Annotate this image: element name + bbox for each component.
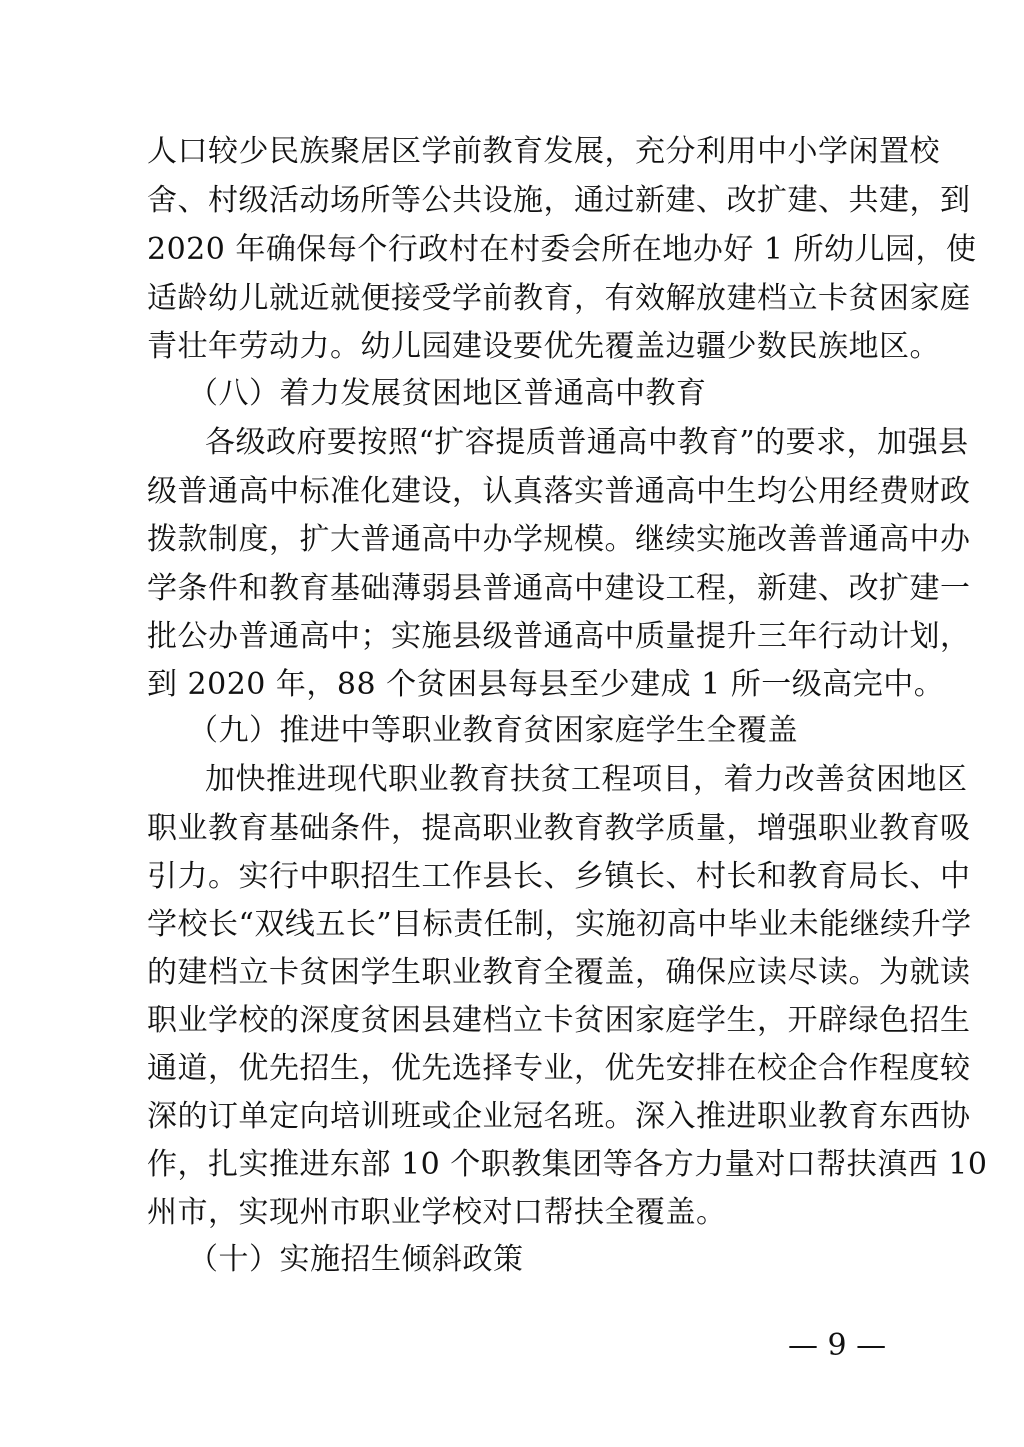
paragraph-line: 的建档立卡贫困学生职业教育全覆盖，确保应读尽读。为就读 [147, 955, 971, 990]
paragraph-line: 2020 年确保每个行政村在村委会所在地办好 1 所幼儿园，使 [147, 232, 977, 267]
paragraph-line: 青壮年劳动力。幼儿园建设要优先覆盖边疆少数民族地区。 [147, 329, 940, 364]
paragraph-line: 州市，实现州市职业学校对口帮扶全覆盖。 [147, 1195, 727, 1230]
paragraph-line: 级普通高中标准化建设，认真落实普通高中生均公用经费财政 [147, 474, 971, 509]
paragraph-line: 引力。实行中职招生工作县长、乡镇长、村长和教育局长、中 [147, 859, 971, 894]
section-heading: （八）着力发展贫困地区普通高中教育 [188, 376, 707, 411]
paragraph-line: 各级政府要按照“扩容提质普通高中教育”的要求，加强县 [205, 425, 969, 460]
paragraph-line: 作，扎实推进东部 10 个职教集团等各方力量对口帮扶滇西 10 [147, 1147, 988, 1182]
paragraph-line: 到 2020 年，88 个贫困县每县至少建成 1 所一级高完中。 [147, 667, 945, 702]
paragraph-line: 职业教育基础条件，提高职业教育教学质量，增强职业教育吸 [147, 811, 971, 846]
paragraph-line: 学校长“双线五长”目标责任制，实施初高中毕业未能继续升学 [147, 907, 972, 942]
paragraph-line: 舍、村级活动场所等公共设施，通过新建、改扩建、共建，到 [147, 183, 971, 218]
paragraph-line: 人口较少民族聚居区学前教育发展，充分利用中小学闲置校 [147, 134, 940, 169]
section-heading: （十）实施招生倾斜政策 [188, 1242, 524, 1277]
paragraph-line: 职业学校的深度贫困县建档立卡贫困家庭学生，开辟绿色招生 [147, 1003, 971, 1038]
paragraph-line: 学条件和教育基础薄弱县普通高中建设工程，新建、改扩建一 [147, 571, 971, 606]
paragraph-line: 加快推进现代职业教育扶贫工程项目，着力改善贫困地区 [205, 762, 968, 797]
paragraph-line: 适龄幼儿就近就便接受学前教育，有效解放建档立卡贫困家庭 [147, 281, 971, 316]
paragraph-line: 深的订单定向培训班或企业冠名班。深入推进职业教育东西协 [147, 1099, 971, 1134]
page-number: — 9 — [788, 1328, 887, 1363]
paragraph-line: 拨款制度，扩大普通高中办学规模。继续实施改善普通高中办 [147, 522, 971, 557]
paragraph-line: 通道，优先招生，优先选择专业，优先安排在校企合作程度较 [147, 1051, 971, 1086]
paragraph-line: 批公办普通高中；实施县级普通高中质量提升三年行动计划， [147, 619, 971, 654]
section-heading: （九）推进中等职业教育贫困家庭学生全覆盖 [188, 713, 798, 748]
